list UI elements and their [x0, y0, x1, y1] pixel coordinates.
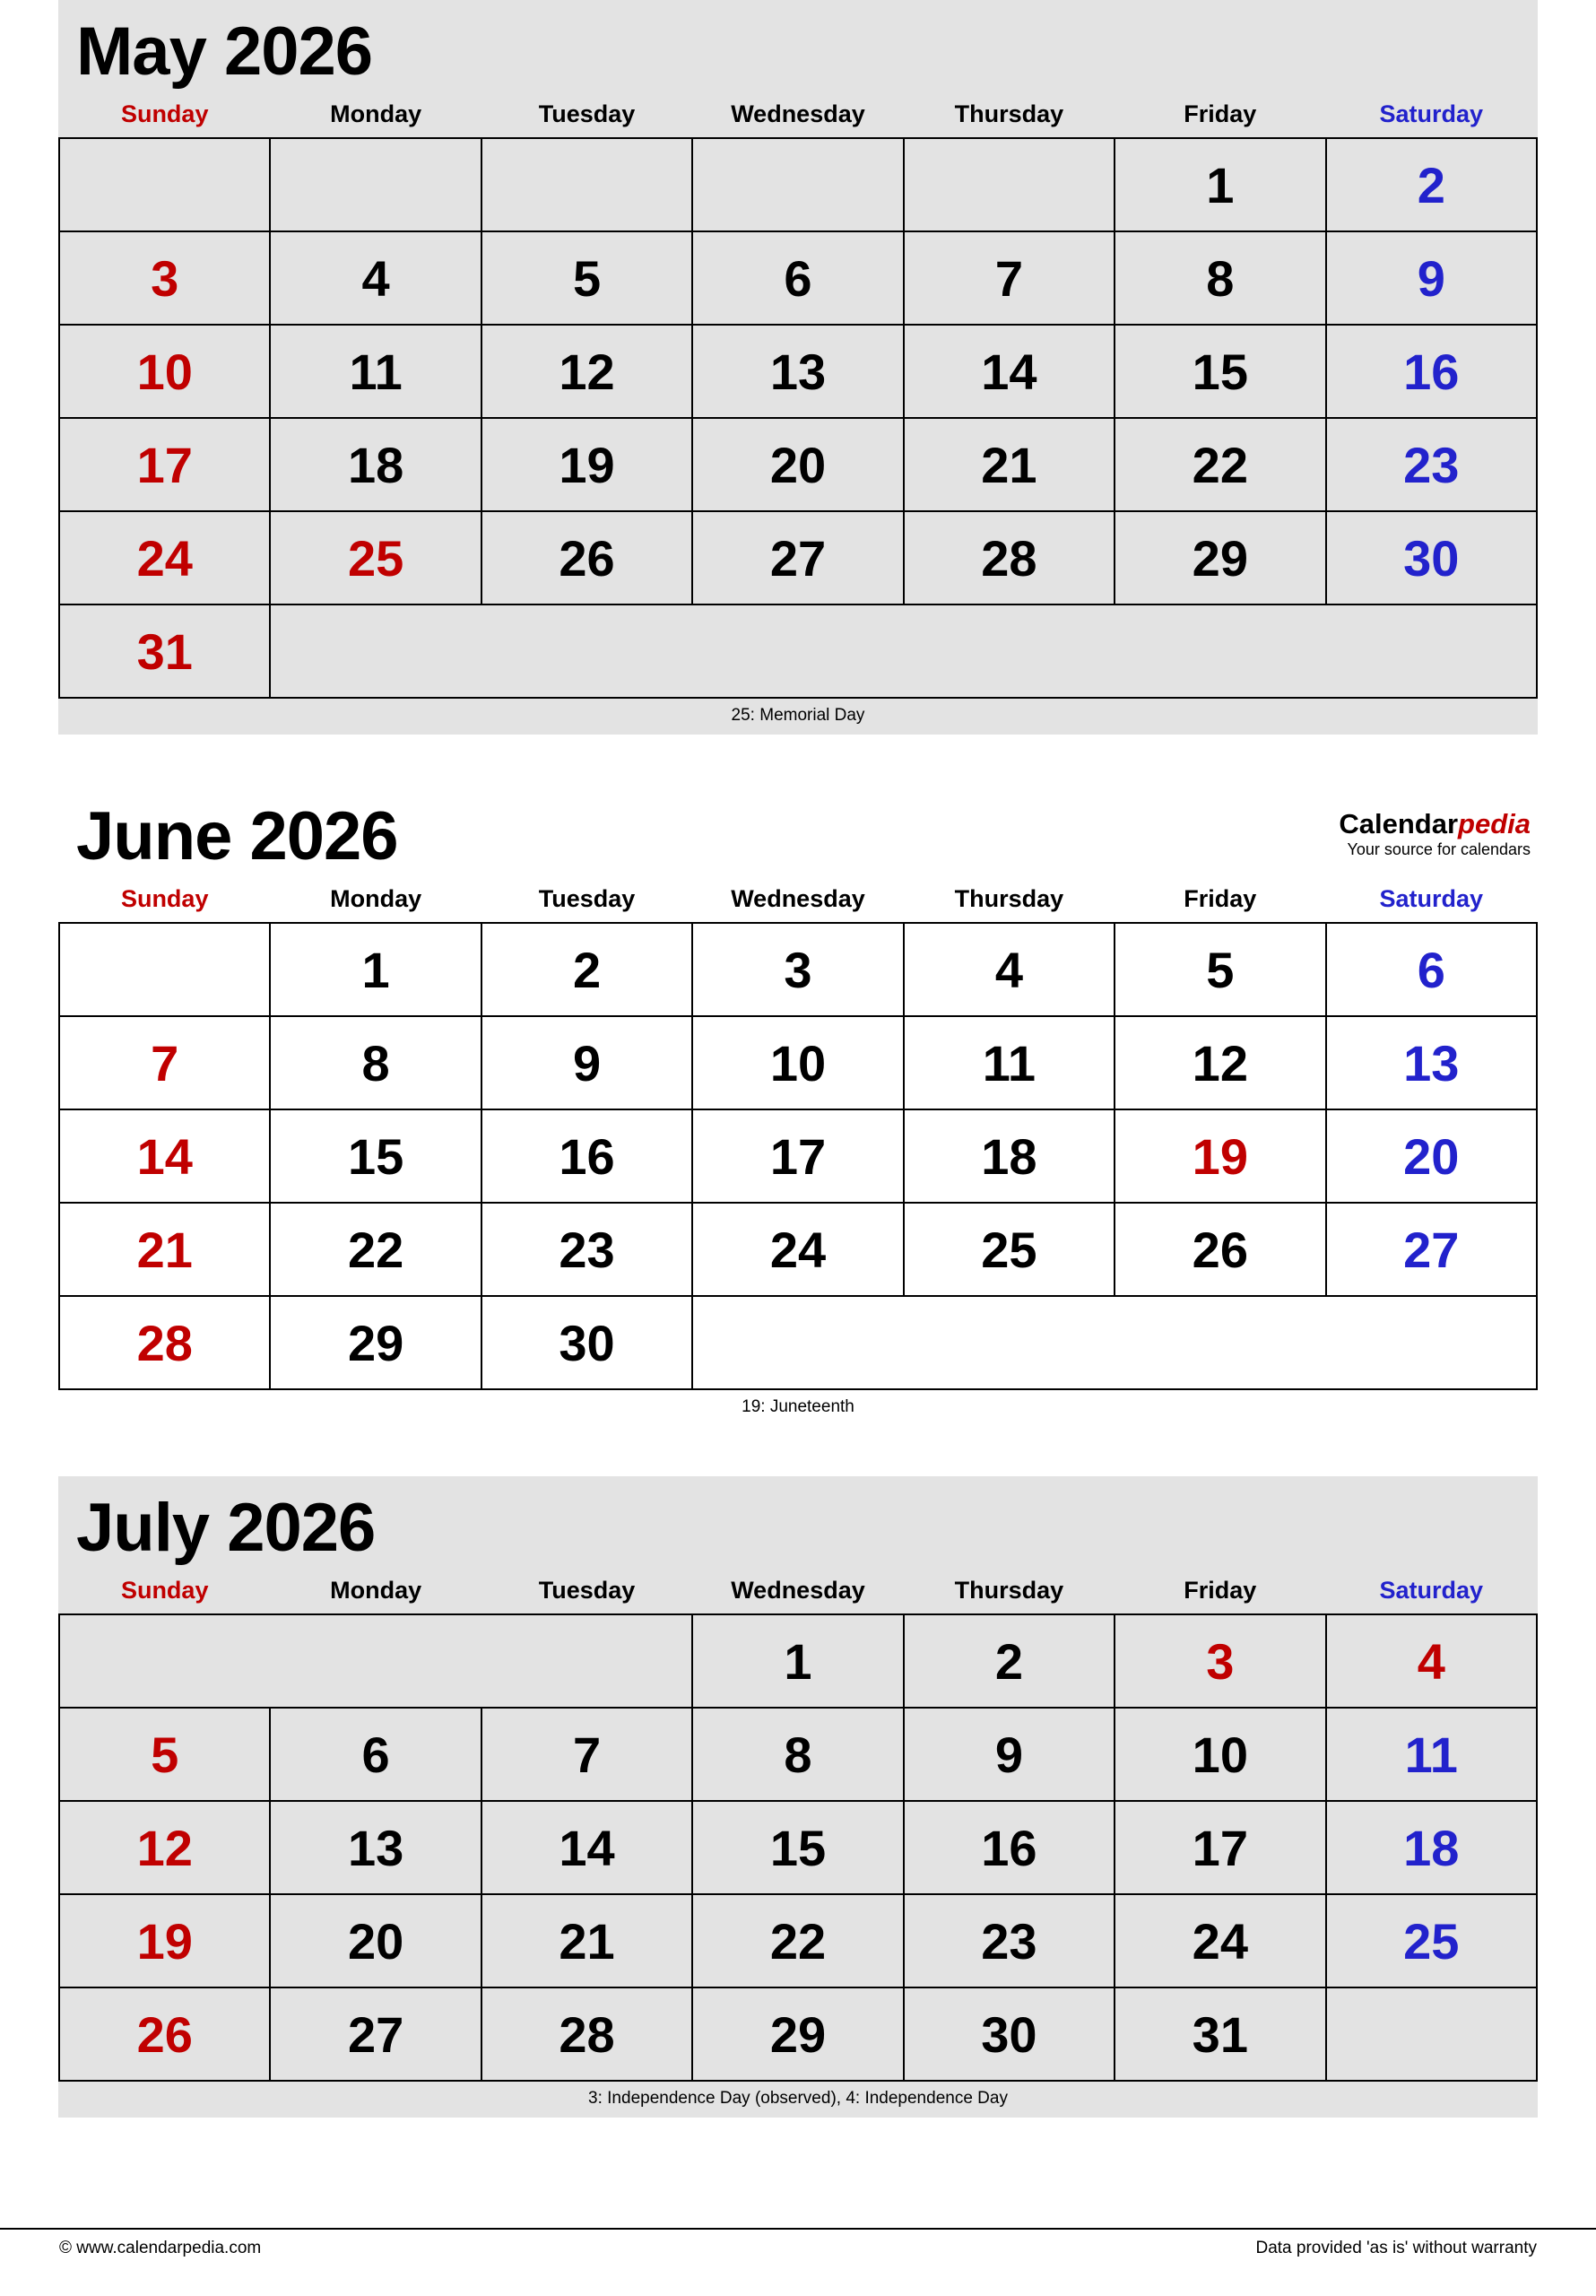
spacer: [0, 735, 1596, 785]
month-header-july: [58, 1476, 1538, 1573]
month-notes-june: 19: Juneteenth: [742, 1397, 854, 1416]
brand-name-accent: pedia: [1458, 808, 1531, 839]
day-cell[interactable]: 26: [481, 511, 692, 604]
day-cell[interactable]: 23: [481, 1203, 692, 1296]
day-cell[interactable]: 30: [1326, 511, 1537, 604]
day-cell[interactable]: 28: [481, 1987, 692, 2081]
week-row: [59, 604, 1537, 698]
day-cell-holiday[interactable]: 3: [1115, 1614, 1325, 1708]
day-cell-holiday[interactable]: 19: [1115, 1109, 1325, 1203]
day-cell[interactable]: 24: [1115, 1894, 1325, 1987]
day-cell[interactable]: 25: [904, 1203, 1115, 1296]
weekday-saturday: Saturday: [1379, 1577, 1484, 1604]
month-header-june: [58, 785, 1538, 882]
day-cell[interactable]: 14: [59, 1109, 270, 1203]
day-cell-holiday[interactable]: 25: [270, 511, 481, 604]
week-row: [59, 1016, 1537, 1109]
day-cell[interactable]: 1: [1115, 138, 1325, 231]
day-cell[interactable]: 7: [59, 1016, 270, 1109]
day-cell[interactable]: 11: [904, 1016, 1115, 1109]
day-cell[interactable]: 9: [904, 1708, 1115, 1801]
day-cell[interactable]: 22: [270, 1203, 481, 1296]
month-block-july: [58, 1476, 1538, 2118]
week-row: [59, 138, 1537, 231]
day-cell[interactable]: 21: [59, 1203, 270, 1296]
day-cell-empty: [1326, 1987, 1537, 2081]
weekday-monday: Monday: [330, 1577, 422, 1604]
day-cell[interactable]: 24: [59, 511, 270, 604]
day-cell-empty: [270, 138, 481, 231]
weekday-wednesday: Wednesday: [731, 100, 865, 127]
day-cell[interactable]: 16: [1326, 325, 1537, 418]
day-cell[interactable]: 9: [1326, 231, 1537, 325]
day-cell[interactable]: 31: [59, 604, 270, 698]
weekday-tuesday: Tuesday: [538, 1577, 636, 1604]
day-cell[interactable]: 26: [1115, 1203, 1325, 1296]
day-cell[interactable]: 15: [270, 1109, 481, 1203]
day-cell[interactable]: 18: [270, 418, 481, 511]
weekday-thursday: Thursday: [954, 100, 1064, 127]
day-cell-empty: [692, 138, 903, 231]
day-cell[interactable]: 25: [1326, 1894, 1537, 1987]
day-cell[interactable]: 16: [904, 1801, 1115, 1894]
day-cell[interactable]: 12: [481, 325, 692, 418]
weekday-saturday: Saturday: [1379, 100, 1484, 127]
day-cell[interactable]: 12: [1115, 1016, 1325, 1109]
footer-copyright[interactable]: © www.calendarpedia.com: [59, 2239, 262, 2257]
week-row: [59, 231, 1537, 325]
day-cell-empty: [904, 138, 1115, 231]
day-cell[interactable]: 8: [270, 1016, 481, 1109]
day-cell[interactable]: 19: [59, 1894, 270, 1987]
day-cell[interactable]: 15: [1115, 325, 1325, 418]
page-footer: [0, 2228, 1596, 2258]
footer-disclaimer: Data provided 'as is' without warranty: [1255, 2239, 1537, 2257]
day-cell[interactable]: 28: [59, 1296, 270, 1389]
day-cell[interactable]: 23: [1326, 418, 1537, 511]
day-cell[interactable]: 7: [904, 231, 1115, 325]
calendar-table-may: [58, 97, 1538, 699]
weekday-thursday: Thursday: [954, 885, 1064, 912]
month-title-may: May 2026: [76, 13, 373, 90]
week-row: [59, 1203, 1537, 1296]
week-row: [59, 1708, 1537, 1801]
day-cell[interactable]: 6: [270, 1708, 481, 1801]
day-cell[interactable]: 9: [481, 1016, 692, 1109]
day-cell[interactable]: 14: [904, 325, 1115, 418]
weekday-thursday: Thursday: [954, 1577, 1064, 1604]
day-cell[interactable]: 8: [1115, 231, 1325, 325]
month-title-july: July 2026: [76, 1490, 376, 1566]
week-row: [59, 418, 1537, 511]
weekday-friday: Friday: [1184, 885, 1257, 912]
day-cell[interactable]: 2: [481, 923, 692, 1016]
day-cell[interactable]: 10: [59, 325, 270, 418]
day-cell[interactable]: 10: [692, 1016, 903, 1109]
day-cell[interactable]: 14: [481, 1801, 692, 1894]
day-cell[interactable]: 1: [692, 1614, 903, 1708]
day-cell[interactable]: 5: [59, 1708, 270, 1801]
day-cell[interactable]: 20: [270, 1894, 481, 1987]
day-cell[interactable]: 19: [481, 418, 692, 511]
day-cell[interactable]: 17: [1115, 1801, 1325, 1894]
day-cell[interactable]: 11: [270, 325, 481, 418]
day-cell[interactable]: 13: [692, 325, 903, 418]
weekday-monday: Monday: [330, 100, 422, 127]
day-cell[interactable]: 29: [1115, 511, 1325, 604]
day-cell[interactable]: 29: [270, 1296, 481, 1389]
day-cell[interactable]: 3: [59, 231, 270, 325]
week-row: [59, 1614, 1537, 1708]
day-cell[interactable]: 6: [692, 231, 903, 325]
day-cell[interactable]: 17: [59, 418, 270, 511]
day-cell[interactable]: 2: [904, 1614, 1115, 1708]
day-cell-empty: [59, 1614, 692, 1708]
day-cell[interactable]: 24: [692, 1203, 903, 1296]
weekday-tuesday: Tuesday: [538, 885, 636, 912]
week-row: [59, 923, 1537, 1016]
weekday-header-row: [59, 97, 1537, 138]
day-cell[interactable]: 22: [1115, 418, 1325, 511]
brand-logo: [1339, 810, 1531, 857]
day-cell-empty: [692, 1296, 1537, 1389]
month-block-june: [58, 785, 1538, 1426]
day-cell[interactable]: 7: [481, 1708, 692, 1801]
weekday-friday: Friday: [1184, 100, 1257, 127]
day-cell-empty: [270, 604, 1537, 698]
week-row: [59, 1987, 1537, 2081]
brand-tagline: Your source for calendars: [1347, 839, 1531, 858]
day-cell[interactable]: 23: [904, 1894, 1115, 1987]
calendar-table-june: [58, 882, 1538, 1390]
day-cell[interactable]: 2: [1326, 138, 1537, 231]
day-cell-empty: [481, 138, 692, 231]
weekday-monday: Monday: [330, 885, 422, 912]
day-cell[interactable]: 29: [692, 1987, 903, 2081]
weekday-tuesday: Tuesday: [538, 100, 636, 127]
month-notes-july: 3: Independence Day (observed), 4: Independence Day: [58, 2082, 1538, 2118]
weekday-header-row: [59, 882, 1537, 923]
day-cell[interactable]: 27: [692, 511, 903, 604]
day-cell[interactable]: 30: [481, 1296, 692, 1389]
week-row: [59, 1894, 1537, 1987]
day-cell[interactable]: 21: [904, 418, 1115, 511]
weekday-sunday: Sunday: [120, 885, 209, 912]
day-cell[interactable]: 13: [270, 1801, 481, 1894]
month-title-june: June 2026: [76, 798, 398, 874]
day-cell[interactable]: 31: [1115, 1987, 1325, 2081]
day-cell[interactable]: 5: [1115, 923, 1325, 1016]
week-row: [59, 325, 1537, 418]
day-cell[interactable]: 10: [1115, 1708, 1325, 1801]
weekday-wednesday: Wednesday: [731, 885, 865, 912]
day-cell[interactable]: 27: [270, 1987, 481, 2081]
month-notes-may: 25: Memorial Day: [58, 699, 1538, 735]
day-cell[interactable]: 20: [692, 418, 903, 511]
day-cell[interactable]: 5: [481, 231, 692, 325]
day-cell[interactable]: 26: [59, 1987, 270, 2081]
day-cell[interactable]: 27: [1326, 1203, 1537, 1296]
day-cell[interactable]: 11: [1326, 1708, 1537, 1801]
brand-name-main: Calendar: [1339, 808, 1459, 839]
day-cell-empty: [59, 138, 270, 231]
day-cell[interactable]: 18: [1326, 1801, 1537, 1894]
day-cell[interactable]: 16: [481, 1109, 692, 1203]
day-cell[interactable]: 13: [1326, 1016, 1537, 1109]
weekday-sunday: Sunday: [120, 100, 209, 127]
day-cell[interactable]: 30: [904, 1987, 1115, 2081]
month-block-may: [58, 0, 1538, 735]
week-row: [59, 1296, 1537, 1389]
day-cell[interactable]: 1: [270, 923, 481, 1016]
weekday-sunday: Sunday: [120, 1577, 209, 1604]
day-cell[interactable]: 28: [904, 511, 1115, 604]
day-cell[interactable]: 18: [904, 1109, 1115, 1203]
week-row: [59, 1109, 1537, 1203]
spacer: [0, 1426, 1596, 1476]
day-cell[interactable]: 20: [1326, 1109, 1537, 1203]
weekday-friday: Friday: [1184, 1577, 1257, 1604]
brand-name: [1339, 810, 1531, 839]
weekday-wednesday: Wednesday: [731, 1577, 865, 1604]
month-header-may: [58, 0, 1538, 97]
weekday-saturday: Saturday: [1379, 885, 1484, 912]
day-cell[interactable]: 17: [692, 1109, 903, 1203]
calendar-table-july: [58, 1573, 1538, 2082]
day-cell[interactable]: 22: [692, 1894, 903, 1987]
day-cell[interactable]: 4: [270, 231, 481, 325]
day-cell[interactable]: 12: [59, 1801, 270, 1894]
weekday-header-row: [59, 1573, 1537, 1614]
week-row: [59, 511, 1537, 604]
day-cell[interactable]: 8: [692, 1708, 903, 1801]
day-cell-empty: [59, 923, 270, 1016]
day-cell[interactable]: 6: [1326, 923, 1537, 1016]
day-cell[interactable]: 3: [692, 923, 903, 1016]
day-cell-holiday[interactable]: 4: [1326, 1614, 1537, 1708]
day-cell[interactable]: 21: [481, 1894, 692, 1987]
week-row: [59, 1801, 1537, 1894]
day-cell[interactable]: 15: [692, 1801, 903, 1894]
day-cell[interactable]: 4: [904, 923, 1115, 1016]
